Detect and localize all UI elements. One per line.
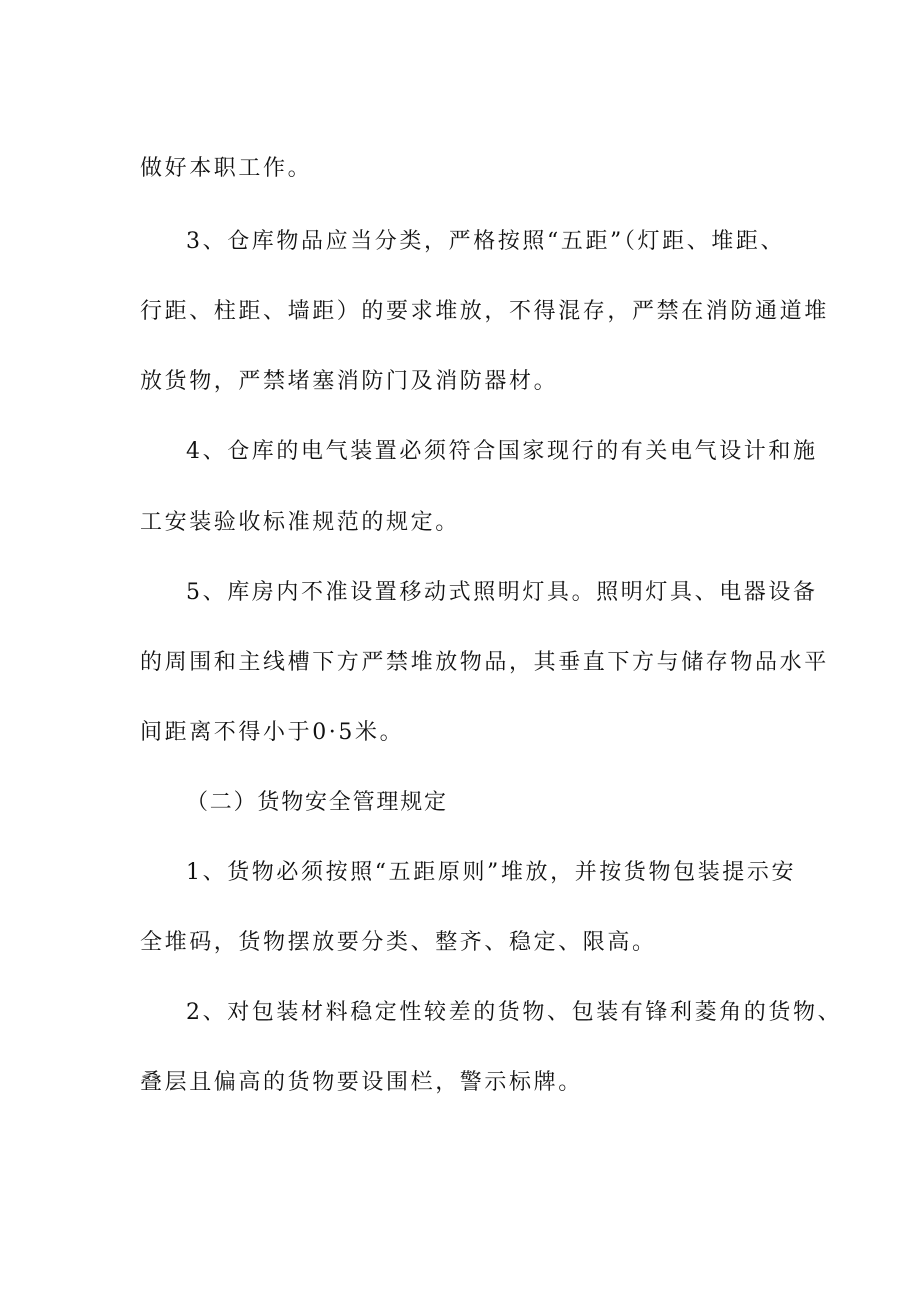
paragraph-line: 1、货物必须按照“五距原则”堆放，并按货物包装提示安 xyxy=(186,860,797,885)
paragraph-line: 的周围和主线槽下方严禁堆放物品，其垂直下方与储存物品水平 xyxy=(140,650,829,675)
paragraph-line: 5、库房内不准设置移动式照明灯具。照明灯具、电器设备 xyxy=(186,580,818,605)
paragraph-line: 放货物，严禁堵塞消防门及消防器材。 xyxy=(140,369,559,394)
paragraph-line: 间距离不得小于0·5米。 xyxy=(140,720,405,745)
paragraph-line: 3、仓库物品应当分类，严格按照“五距”（灯距、堆距、 xyxy=(186,229,786,254)
paragraph-line: 2、对包装材料稳定性较差的货物、包装有锋利菱角的货物、 xyxy=(186,1000,843,1025)
section-heading: （二）货物安全管理规定 xyxy=(186,790,448,815)
paragraph-line: 4、仓库的电气装置必须符合国家现行的有关电气设计和施 xyxy=(186,439,818,464)
paragraph-line: 做好本职工作。 xyxy=(140,156,313,181)
paragraph-line: 行距、柱距、墙距）的要求堆放，不得混存，严禁在消防通道堆 xyxy=(140,299,829,324)
paragraph-line: 全堆码，货物摆放要分类、整齐、稳定、限高。 xyxy=(140,930,657,955)
paragraph-line: 叠层且偏高的货物要设围栏，警示标牌。 xyxy=(140,1070,583,1095)
paragraph-line: 工安装验收标准规范的规定。 xyxy=(140,510,460,535)
